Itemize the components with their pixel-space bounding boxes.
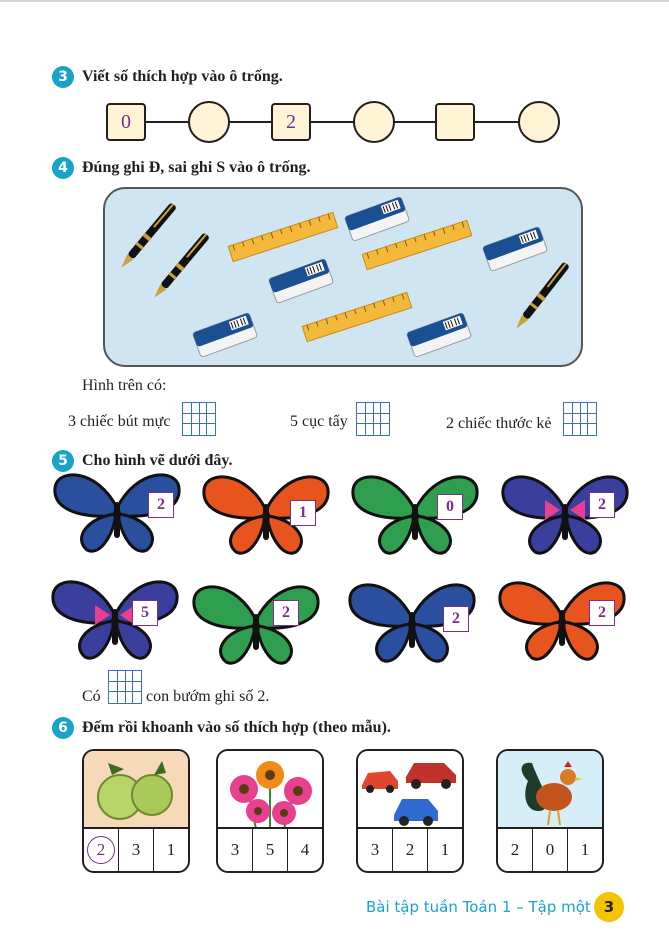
count-card-rooster (496, 749, 604, 873)
card-3-option-1[interactable]: 3 (358, 829, 393, 871)
question-4-title: Đúng ghi Đ, sai ghi S vào ô trống. (82, 159, 311, 176)
butterfly-4-number: 2 (589, 492, 615, 518)
card-1-option-3[interactable]: 1 (166, 840, 176, 859)
question-4-number: 4 (52, 157, 74, 179)
butterfly-answer-box[interactable] (108, 670, 142, 704)
butterfly-answer-prefix: Có (82, 688, 101, 705)
card-4-option-3[interactable]: 1 (580, 840, 590, 859)
custard-apple-icon (84, 751, 188, 829)
picture-intro: Hình trên có: (82, 377, 167, 394)
card-2-options (218, 827, 322, 871)
card-4-option-2[interactable]: 0 (533, 829, 568, 871)
butterfly-answer-suffix: con bướm ghi số 2. (146, 688, 270, 705)
card-2-option-1[interactable]: 3 (218, 829, 253, 871)
sequence-box-1[interactable]: 0 (106, 103, 146, 141)
card-1-option-1[interactable] (84, 829, 119, 871)
butterfly-6-number: 2 (273, 600, 299, 626)
butterfly-3-number: 0 (437, 494, 463, 520)
butterfly-5 (53, 582, 177, 658)
question-6-number: 6 (52, 717, 74, 739)
question-5-title: Cho hình vẽ dưới đây. (82, 452, 233, 469)
butterfly-6 (194, 587, 318, 663)
card-2-option-2[interactable]: 5 (253, 829, 288, 871)
question-3-number: 3 (52, 66, 74, 88)
butterfly-1-number: 2 (148, 492, 174, 518)
book-title-footer: Bài tập tuần Toán 1 – Tập một (366, 898, 591, 916)
rooster-icon (498, 751, 602, 829)
card-2-option-3[interactable]: 4 (300, 840, 310, 859)
card-1-options (84, 827, 188, 871)
butterfly-7-number: 2 (443, 606, 469, 632)
count-card-cars (356, 749, 464, 873)
flowers-icon (218, 751, 322, 829)
card-4-options (498, 827, 602, 871)
statement-erasers: 5 cục tẩy (290, 413, 348, 430)
butterfly-2-number: 1 (290, 500, 316, 526)
count-card-custard-apples (82, 749, 190, 873)
statement-pens: 3 chiếc bút mực (68, 413, 171, 430)
butterfly-5-number: 5 (132, 600, 158, 626)
card-3-options (358, 827, 462, 871)
butterfly-8-number: 2 (589, 600, 615, 626)
cars-icon (358, 751, 462, 829)
card-1-option-2[interactable]: 3 (119, 829, 154, 871)
statement-rulers: 2 chiếc thước kẻ (446, 415, 552, 432)
question-6-title: Đếm rồi khoanh vào số thích hợp (theo mẫu). (82, 719, 391, 736)
question-3-title: Viết số thích hợp vào ô trống. (82, 68, 283, 85)
question-5-number: 5 (52, 450, 74, 472)
page-number: 3 (594, 892, 624, 922)
count-card-flowers (216, 749, 324, 873)
card-3-option-3[interactable]: 1 (440, 840, 450, 859)
sequence-box-3[interactable]: 2 (271, 103, 311, 141)
card-4-option-1[interactable]: 2 (498, 829, 533, 871)
card-3-option-2[interactable]: 2 (393, 829, 428, 871)
card-1-circled-answer: 2 (87, 836, 115, 864)
